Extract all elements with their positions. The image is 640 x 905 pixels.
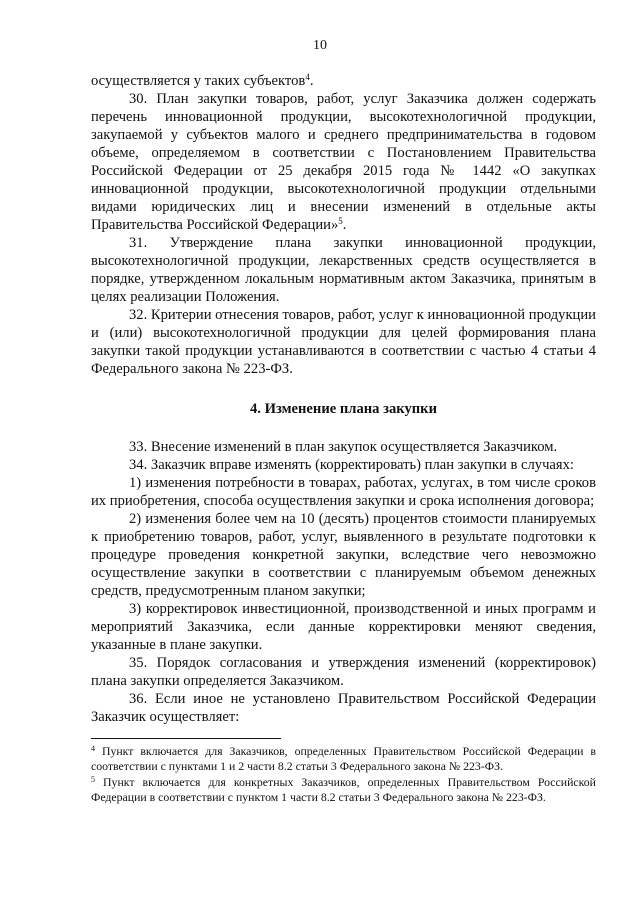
paragraph-31: 31. Утверждение плана закупки инновационной продукции, высокотехнологичной продукции, лекарственных средств осуществляется в порядке, утвержденном локальным нормативным актом Заказчика, принятым в целях реализации Положения. (91, 235, 596, 305)
paragraph-32: 32. Критерии отнесения товаров, работ, услуг к инновационной продукции и (или) высокотехнологичной продукции для целей формирования плана закупки такой продукции устанавливаются в соответствии с частью 4 статьи 4 Федерального закона № 223-ФЗ. (91, 307, 596, 377)
list-item-3: 3) корректировок инвестиционной, производственной и иных программ и мероприятий Заказчика, если данные корректировки меняют сведения, указанные в плане закупки. (91, 601, 596, 653)
paragraph-36: 36. Если иное не установлено Правительством Российской Федерации Заказчик осуществляет: (91, 691, 596, 725)
list-item-2: 2) изменения более чем на 10 (десять) процентов стоимости планируемых к приобретению товаров, работ, услуг, выявленного в результате подготовки к процедуре проведения конкретной закупки, вследствие чего невозможно осуществление закупки в соответствии с планируемым объемом денежных средств, предусмотренным планом закупки; (91, 511, 596, 599)
section-heading: 4. Изменение плана закупки (250, 401, 437, 417)
paragraph-30: 30. План закупки товаров, работ, услуг Заказчика должен содержать перечень инновационной продукции, высокотехнологичной продукции, закупаемой у субъектов малого и среднего предпринимательства в годовом объеме, определяемом в соответствии с Постановлением Правительства Российской Федерации от 25 декабря 2015 года № 1442 «О закупках инновационной продукции, высокотехнологичной продукции отдельными видами юридических лиц и внесении изменений в отдельные акты Правительства Российской Федерации»$^5$. (91, 91, 596, 233)
footnotes (91, 744, 596, 806)
footnote-5: $^5$ Пункт включается для конкретных Заказчиков, определенных Правительством Российской Федерации в соответствии с пунктом 1 части 8.2 статьи 3 Федерального закона № 223-ФЗ. (91, 775, 596, 804)
footnote-ref-5: 5 (338, 216, 343, 226)
list-item-1: 1) изменения потребности в товарах, работах, услугах, в том числе сроков их приобретения, способа осуществления закупки и срока исполнения договора; (91, 475, 596, 509)
paragraph-35: 35. Порядок согласования и утверждения изменений (корректировок) плана закупки определяется Заказчиком. (91, 655, 596, 689)
paragraph-33: 33. Внесение изменений в план закупок осуществляется Заказчиком. (129, 439, 558, 455)
document-body (91, 72, 596, 726)
paragraph-continuation: осуществляется у таких субъектов$^4$. (91, 72, 314, 89)
footnote-divider (91, 738, 281, 739)
footnote-4: $^4$ Пункт включается для Заказчиков, определенных Правительством Российской Федерации в соответствии с пунктами 1 и 2 части 8.2 статьи 3 Федерального закона № 223-ФЗ. (91, 744, 596, 773)
footnote-ref-4: 4 (305, 72, 310, 82)
page-number: 10 (313, 38, 327, 53)
paragraph-34: 34. Заказчик вправе изменять (корректировать) план закупки в случаях: (129, 457, 574, 473)
